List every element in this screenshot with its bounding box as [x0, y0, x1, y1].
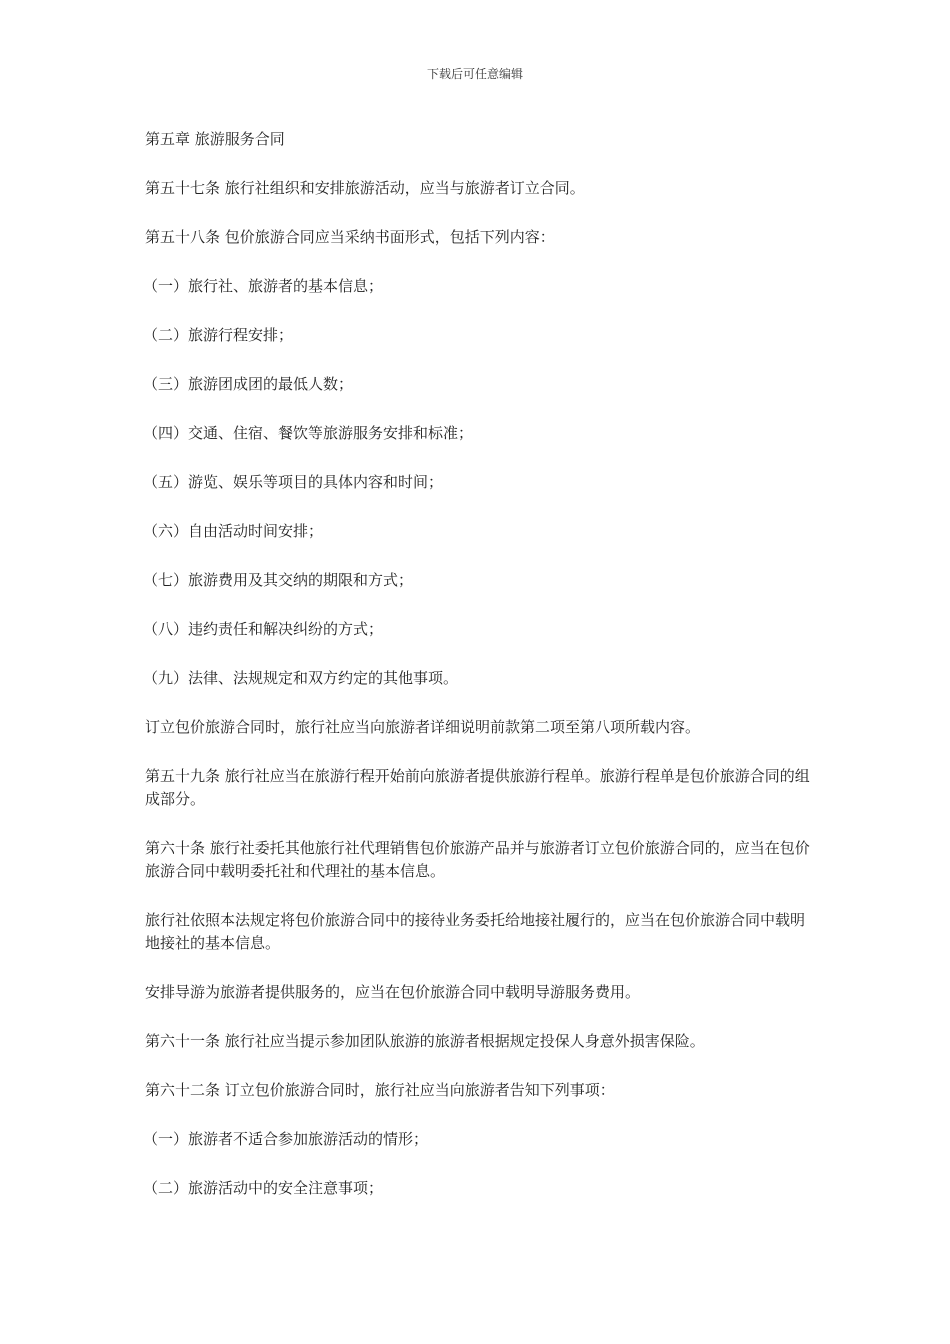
- chapter-title: 第五章 旅游服务合同: [145, 130, 285, 148]
- article-58-item-7: （七）旅游费用及其交纳的期限和方式；: [143, 571, 414, 589]
- page-header: 下载后可任意编辑: [426, 67, 523, 81]
- document-body: [145, 128, 810, 1226]
- article-58-item-9: （九）法律、法规规定和双方约定的其他事项。: [143, 669, 459, 687]
- article-62: 第六十二条 订立包价旅游合同时，旅行社应当向旅游者告知下列事项：: [145, 1081, 615, 1099]
- article-60-para-2: 旅行社依照本法规定将包价旅游合同中的接待业务委托给地接社履行的，应当在包价旅游合同中载明地接社的基本信息。: [145, 911, 806, 952]
- article-62-item-1: （一）旅游者不适合参加旅游活动的情形；: [143, 1130, 429, 1148]
- article-59: 第五十九条 旅行社应当在旅游行程开始前向旅游者提供旅游行程单。旅游行程单是包价旅游合同的组成部分。: [145, 767, 810, 808]
- article-58-item-3: （三）旅游团成团的最低人数；: [143, 375, 354, 393]
- article-62-item-2: （二）旅游活动中的安全注意事项；: [143, 1179, 384, 1197]
- article-60-para-3: 安排导游为旅游者提供服务的，应当在包价旅游合同中载明导游服务费用。: [145, 983, 641, 1001]
- article-58-note: 订立包价旅游合同时，旅行社应当向旅游者详细说明前款第二项至第八项所载内容。: [145, 718, 701, 736]
- article-58-item-1: （一）旅行社、旅游者的基本信息；: [143, 277, 384, 295]
- article-58-item-6: （六）自由活动时间安排；: [143, 522, 324, 540]
- article-57: 第五十七条 旅行社组织和安排旅游活动，应当与旅游者订立合同。: [145, 179, 585, 197]
- article-61: 第六十一条 旅行社应当提示参加团队旅游的旅游者根据规定投保人身意外损害保险。: [145, 1032, 705, 1050]
- article-58: 第五十八条 包价旅游合同应当采纳书面形式，包括下列内容：: [145, 228, 555, 246]
- article-58-item-5: （五）游览、娱乐等项目的具体内容和时间；: [143, 473, 444, 491]
- article-58-item-4: （四）交通、住宿、餐饮等旅游服务安排和标准；: [143, 424, 474, 442]
- article-58-item-2: （二）旅游行程安排；: [143, 326, 294, 344]
- article-60: 第六十条 旅行社委托其他旅行社代理销售包价旅游产品并与旅游者订立包价旅游合同的，应当在包价旅游合同中载明委托社和代理社的基本信息。: [145, 839, 810, 880]
- article-58-item-8: （八）违约责任和解决纠纷的方式；: [143, 620, 384, 638]
